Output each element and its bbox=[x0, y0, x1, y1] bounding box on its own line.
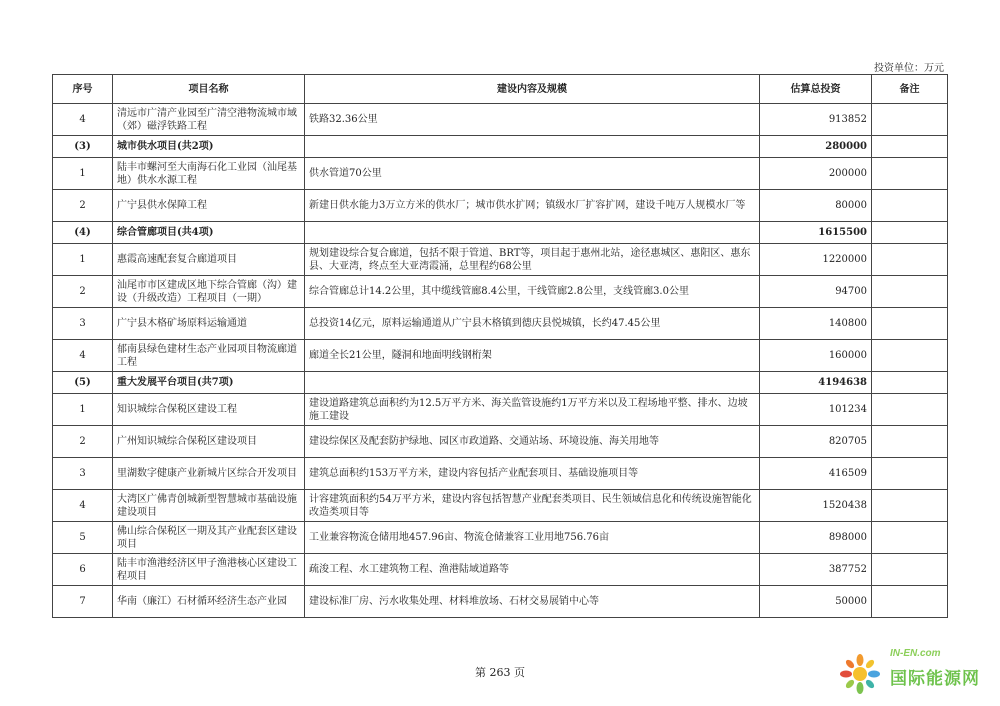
cell-remarks bbox=[872, 158, 948, 190]
cell-amount: 416509 bbox=[760, 458, 872, 490]
cell-content: 新建日供水能力3万立方米的供水厂；城市供水扩网；镇级水厂扩容扩网，建设千吨万人规模水厂等 bbox=[305, 190, 760, 222]
cell-remarks bbox=[872, 522, 948, 554]
cell-project-name: 清远市广清产业园至广清空港物流城市域（郊）磁浮铁路工程 bbox=[113, 104, 305, 136]
cell-content: 工业兼容物流仓储用地457.96亩、物流仓储兼容工业用地756.76亩 bbox=[305, 522, 760, 554]
table-body bbox=[53, 104, 948, 618]
table-header-row bbox=[53, 75, 948, 104]
cell-remarks bbox=[872, 394, 948, 426]
cell-index: 3 bbox=[53, 308, 113, 340]
cell-remarks bbox=[872, 222, 948, 244]
table-row bbox=[53, 394, 948, 426]
header-project-name: 项目名称 bbox=[113, 75, 305, 104]
cell-remarks bbox=[872, 136, 948, 158]
cell-index: 4 bbox=[53, 104, 113, 136]
cell-project-name: 知识城综合保税区建设工程 bbox=[113, 394, 305, 426]
cell-content: 疏浚工程、水工建筑物工程、渔港陆域道路等 bbox=[305, 554, 760, 586]
cell-content: 铁路32.36公里 bbox=[305, 104, 760, 136]
table-row bbox=[53, 554, 948, 586]
table-row bbox=[53, 586, 948, 618]
section-row bbox=[53, 372, 948, 394]
watermark bbox=[830, 646, 990, 698]
cell-project-name: 郁南县绿色建材生态产业园项目物流廊道工程 bbox=[113, 340, 305, 372]
cell-project-name: 城市供水项目(共2项) bbox=[113, 136, 305, 158]
cell-remarks bbox=[872, 554, 948, 586]
cell-project-name: 惠霞高速配套复合廊道项目 bbox=[113, 244, 305, 276]
cell-amount: 160000 bbox=[760, 340, 872, 372]
cell-index: (5) bbox=[53, 372, 113, 394]
cell-index: 1 bbox=[53, 394, 113, 426]
table-row bbox=[53, 308, 948, 340]
cell-index: 6 bbox=[53, 554, 113, 586]
header-index: 序号 bbox=[53, 75, 113, 104]
cell-amount: 913852 bbox=[760, 104, 872, 136]
table-row bbox=[53, 244, 948, 276]
cell-remarks bbox=[872, 340, 948, 372]
table-row bbox=[53, 276, 948, 308]
cell-amount: 1615500 bbox=[760, 222, 872, 244]
cell-amount: 820705 bbox=[760, 426, 872, 458]
cell-remarks bbox=[872, 308, 948, 340]
cell-project-name: 广宁县木格矿场原料运输通道 bbox=[113, 308, 305, 340]
table-row bbox=[53, 340, 948, 372]
cell-amount: 140800 bbox=[760, 308, 872, 340]
cell-content bbox=[305, 136, 760, 158]
cell-amount: 94700 bbox=[760, 276, 872, 308]
cell-remarks bbox=[872, 490, 948, 522]
watermark-cn: 国际能源网 bbox=[890, 669, 980, 688]
cell-content: 供水管道70公里 bbox=[305, 158, 760, 190]
cell-index: 4 bbox=[53, 340, 113, 372]
cell-project-name: 重大发展平台项目(共7项) bbox=[113, 372, 305, 394]
section-row bbox=[53, 222, 948, 244]
cell-amount: 50000 bbox=[760, 586, 872, 618]
cell-index: (3) bbox=[53, 136, 113, 158]
cell-remarks bbox=[872, 458, 948, 490]
cell-remarks bbox=[872, 372, 948, 394]
project-table bbox=[52, 74, 948, 618]
cell-index: (4) bbox=[53, 222, 113, 244]
table-row bbox=[53, 522, 948, 554]
cell-content: 建设道路建筑总面积约为12.5万平方米、海关监管设施约1万平方米以及工程场地平整、排水、边坡施工建设 bbox=[305, 394, 760, 426]
cell-project-name: 大湾区广佛青创城新型智慧城市基础设施建设项目 bbox=[113, 490, 305, 522]
cell-remarks bbox=[872, 244, 948, 276]
cell-content bbox=[305, 222, 760, 244]
cell-project-name: 综合管廊项目(共4项) bbox=[113, 222, 305, 244]
cell-index: 3 bbox=[53, 458, 113, 490]
cell-project-name: 里湖数字健康产业新城片区综合开发项目 bbox=[113, 458, 305, 490]
sun-flower-logo-icon bbox=[834, 648, 886, 696]
section-row bbox=[53, 136, 948, 158]
table-row bbox=[53, 426, 948, 458]
investment-unit-label: 投资单位：万元 bbox=[874, 63, 944, 74]
cell-index: 2 bbox=[53, 276, 113, 308]
cell-amount: 101234 bbox=[760, 394, 872, 426]
table-row bbox=[53, 190, 948, 222]
cell-remarks bbox=[872, 586, 948, 618]
cell-project-name: 陆丰市渔港经济区甲子渔港核心区建设工程项目 bbox=[113, 554, 305, 586]
cell-amount: 1520438 bbox=[760, 490, 872, 522]
cell-amount: 1220000 bbox=[760, 244, 872, 276]
header-content-scale: 建设内容及规模 bbox=[305, 75, 760, 104]
cell-index: 5 bbox=[53, 522, 113, 554]
cell-project-name: 华南（廉江）石材循环经济生态产业园 bbox=[113, 586, 305, 618]
cell-project-name: 陆丰市螺河至大南海石化工业园（汕尾基地）供水水源工程 bbox=[113, 158, 305, 190]
cell-project-name: 广州知识城综合保税区建设项目 bbox=[113, 426, 305, 458]
cell-remarks bbox=[872, 426, 948, 458]
cell-content: 总投资14亿元，原料运输通道从广宁县木格镇到德庆县悦城镇，长约47.45公里 bbox=[305, 308, 760, 340]
cell-index: 2 bbox=[53, 426, 113, 458]
cell-index: 4 bbox=[53, 490, 113, 522]
cell-index: 1 bbox=[53, 158, 113, 190]
cell-project-name: 广宁县供水保障工程 bbox=[113, 190, 305, 222]
cell-index: 7 bbox=[53, 586, 113, 618]
cell-content: 综合管廊总计14.2公里，其中缆线管廊8.4公里，干线管廊2.8公里，支线管廊3.0公里 bbox=[305, 276, 760, 308]
cell-remarks bbox=[872, 104, 948, 136]
cell-amount: 80000 bbox=[760, 190, 872, 222]
table-row bbox=[53, 490, 948, 522]
cell-index: 2 bbox=[53, 190, 113, 222]
watermark-en: IN-EN.com bbox=[890, 648, 941, 659]
cell-content: 建设综保区及配套防护绿地、园区市政道路、交通站场、环境设施、海关用地等 bbox=[305, 426, 760, 458]
table-row bbox=[53, 458, 948, 490]
cell-amount: 4194638 bbox=[760, 372, 872, 394]
cell-project-name: 佛山综合保税区一期及其产业配套区建设项目 bbox=[113, 522, 305, 554]
cell-content bbox=[305, 372, 760, 394]
cell-amount: 387752 bbox=[760, 554, 872, 586]
cell-remarks bbox=[872, 190, 948, 222]
cell-project-name: 汕尾市市区建成区地下综合管廊（沟）建设（升级改造）工程项目（一期） bbox=[113, 276, 305, 308]
cell-content: 廊道全长21公里，隧洞和地面明线钢桁架 bbox=[305, 340, 760, 372]
cell-index: 1 bbox=[53, 244, 113, 276]
cell-amount: 898000 bbox=[760, 522, 872, 554]
cell-content: 计容建筑面积约54万平方米，建设内容包括智慧产业配套类项目、民生领域信息化和传统设施智能化改造类项目等 bbox=[305, 490, 760, 522]
page-number: 第 263 页 bbox=[475, 666, 525, 679]
cell-remarks bbox=[872, 276, 948, 308]
cell-content: 建设标准厂房、污水收集处理、材料堆放场、石材交易展销中心等 bbox=[305, 586, 760, 618]
header-estimated-investment: 估算总投资 bbox=[760, 75, 872, 104]
header-remarks: 备注 bbox=[872, 75, 948, 104]
table-row bbox=[53, 104, 948, 136]
cell-content: 规划建设综合复合廊道，包括不限于管道、BRT等，项目起于惠州北站，途径惠城区、惠阳区、惠东县、大亚湾，终点至大亚湾霞涌，总里程约68公里 bbox=[305, 244, 760, 276]
cell-content: 建筑总面积约153万平方米，建设内容包括产业配套项目、基础设施项目等 bbox=[305, 458, 760, 490]
table-row bbox=[53, 158, 948, 190]
cell-amount: 280000 bbox=[760, 136, 872, 158]
cell-amount: 200000 bbox=[760, 158, 872, 190]
